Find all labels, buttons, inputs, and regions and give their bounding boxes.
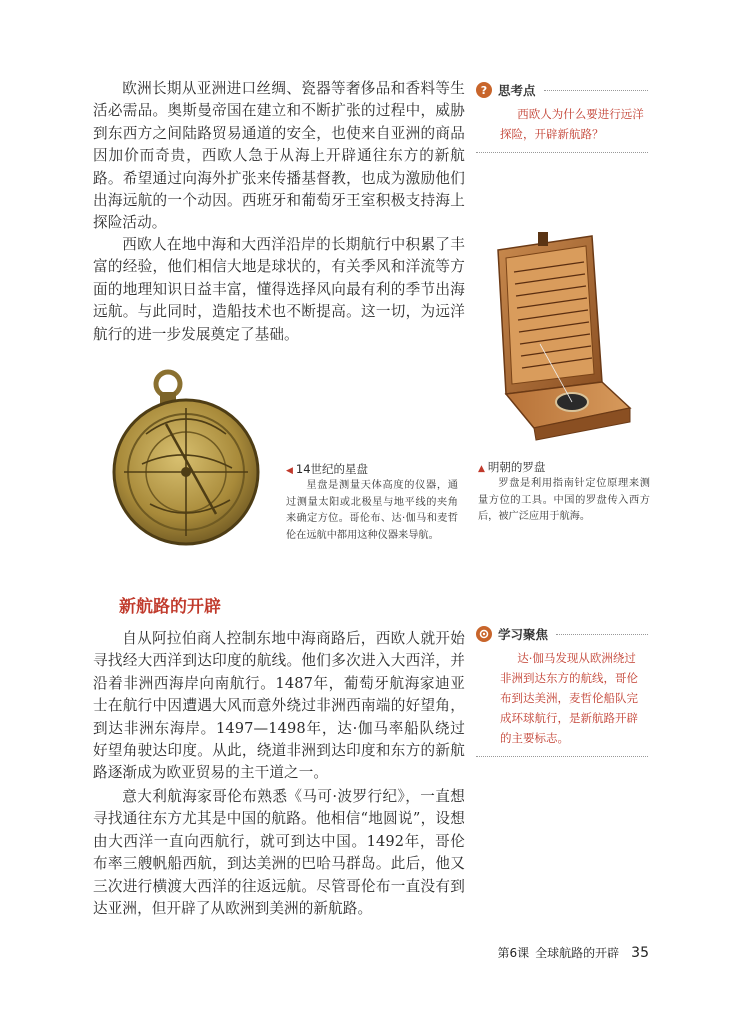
astrolabe-caption-title xyxy=(286,461,368,477)
study-focus-box xyxy=(476,624,648,757)
focus-icon xyxy=(476,626,492,642)
study-focus-header xyxy=(476,624,648,644)
think-point-label: 思考点 xyxy=(498,83,536,98)
compass-caption: 罗盘是利用指南针定位原理来测量方位的工具。中国的罗盘传入西方后，被广泛应用于航海。 xyxy=(478,478,650,522)
compass-illustration xyxy=(480,232,640,442)
astrolabe-image xyxy=(106,364,274,550)
compass-title-text: 明朝的罗盘 xyxy=(487,460,546,474)
divider xyxy=(556,634,648,635)
astrolabe-illustration xyxy=(106,364,274,550)
triangle-up-icon: ▲ xyxy=(478,464,485,474)
compass-caption-title xyxy=(478,459,545,475)
think-point-text: 西欧人为什么要进行远洋探险，开辟新航路？ xyxy=(500,107,644,141)
divider xyxy=(476,756,648,757)
divider xyxy=(544,90,648,91)
lesson-title: 全球航路的开辟 xyxy=(535,946,620,960)
paragraph-3: 自从阿拉伯商人控制东地中海商路后，西欧人就开始寻找经大西洋到达印度的航线。他们多次进入大西洋，并沿着非洲西海岸向南航行。1487年，葡萄牙航海家迪亚士在航行中因遭遇大风而意外绕过非洲西南端的好望角，到达非洲东海岸。1497—1498年，达·伽马率船队绕过好望角驶达印度。从此，绕道非洲到达印度和东方的新航路逐渐成为欧亚贸易的主干道之一。 xyxy=(93,630,465,782)
paragraph-4: 意大利航海家哥伦布熟悉《马可·波罗行纪》，一直想寻找通往东方尤其是中国的航路。他相信“地圆说”，设想由大西洋一直向西航行，就可到达中国。1492年，哥伦布率三艘帆船西航，到达美洲的巴哈马群岛。此后，他又三次进行横渡大西洋的往返远航。尽管哥伦布一直没有到达亚洲，但开辟了从欧洲到美洲的新航路。 xyxy=(93,788,465,918)
astrolabe-caption: 星盘是测量天体高度的仪器，通过测量太阳或北极星与地平线的夹角来确定方位。哥伦布、达·伽马和麦哲伦在远航中都用这种仪器来导航。 xyxy=(286,480,458,541)
study-focus-text: 达·伽马发现从欧洲绕过非洲到达东方的航线，哥伦布到达美洲，麦哲伦船队完成环球航行，是新航路开辟的主要标志。 xyxy=(500,651,638,745)
paragraph-1: 欧洲长期从亚洲进口丝绸、瓷器等奢侈品和香料等生活必需品。奥斯曼帝国在建立和不断扩张的过程中，威胁到东西方之间陆路贸易通道的安全，也使来自亚洲的商品因加价而奇贵，西欧人急于从海上开辟通往东方的新航路。希望通过向海外扩张来传播基督教，也成为激励他们出海远航的一个动因。西班牙和葡萄牙王室积极支持海上探险活动。 xyxy=(93,80,465,232)
think-point-box xyxy=(476,80,648,153)
page-number: 35 xyxy=(631,945,649,961)
question-icon: ? xyxy=(476,82,492,98)
divider xyxy=(476,152,648,153)
study-focus-label: 学习聚焦 xyxy=(498,627,549,642)
paragraph-2: 西欧人在地中海和大西洋沿岸的长期航行中积累了丰富的经验，他们相信大地是球状的，有关季风和洋流等方面的地理知识日益丰富，懂得选择风向最有利的季节出海远航。与此同时，造船技术也不断提高。这一切，为远洋航行的进一步发展奠定了基础。 xyxy=(93,236,465,343)
lesson-number: 第6课 xyxy=(497,946,530,960)
section-title: 新航路的开辟 xyxy=(119,597,221,617)
page-footer xyxy=(498,944,649,961)
ming-compass-image xyxy=(480,232,640,442)
triangle-left-icon: ◀ xyxy=(286,466,293,476)
think-point-header xyxy=(476,80,648,100)
astrolabe-title-text: 14世纪的星盘 xyxy=(295,462,369,476)
